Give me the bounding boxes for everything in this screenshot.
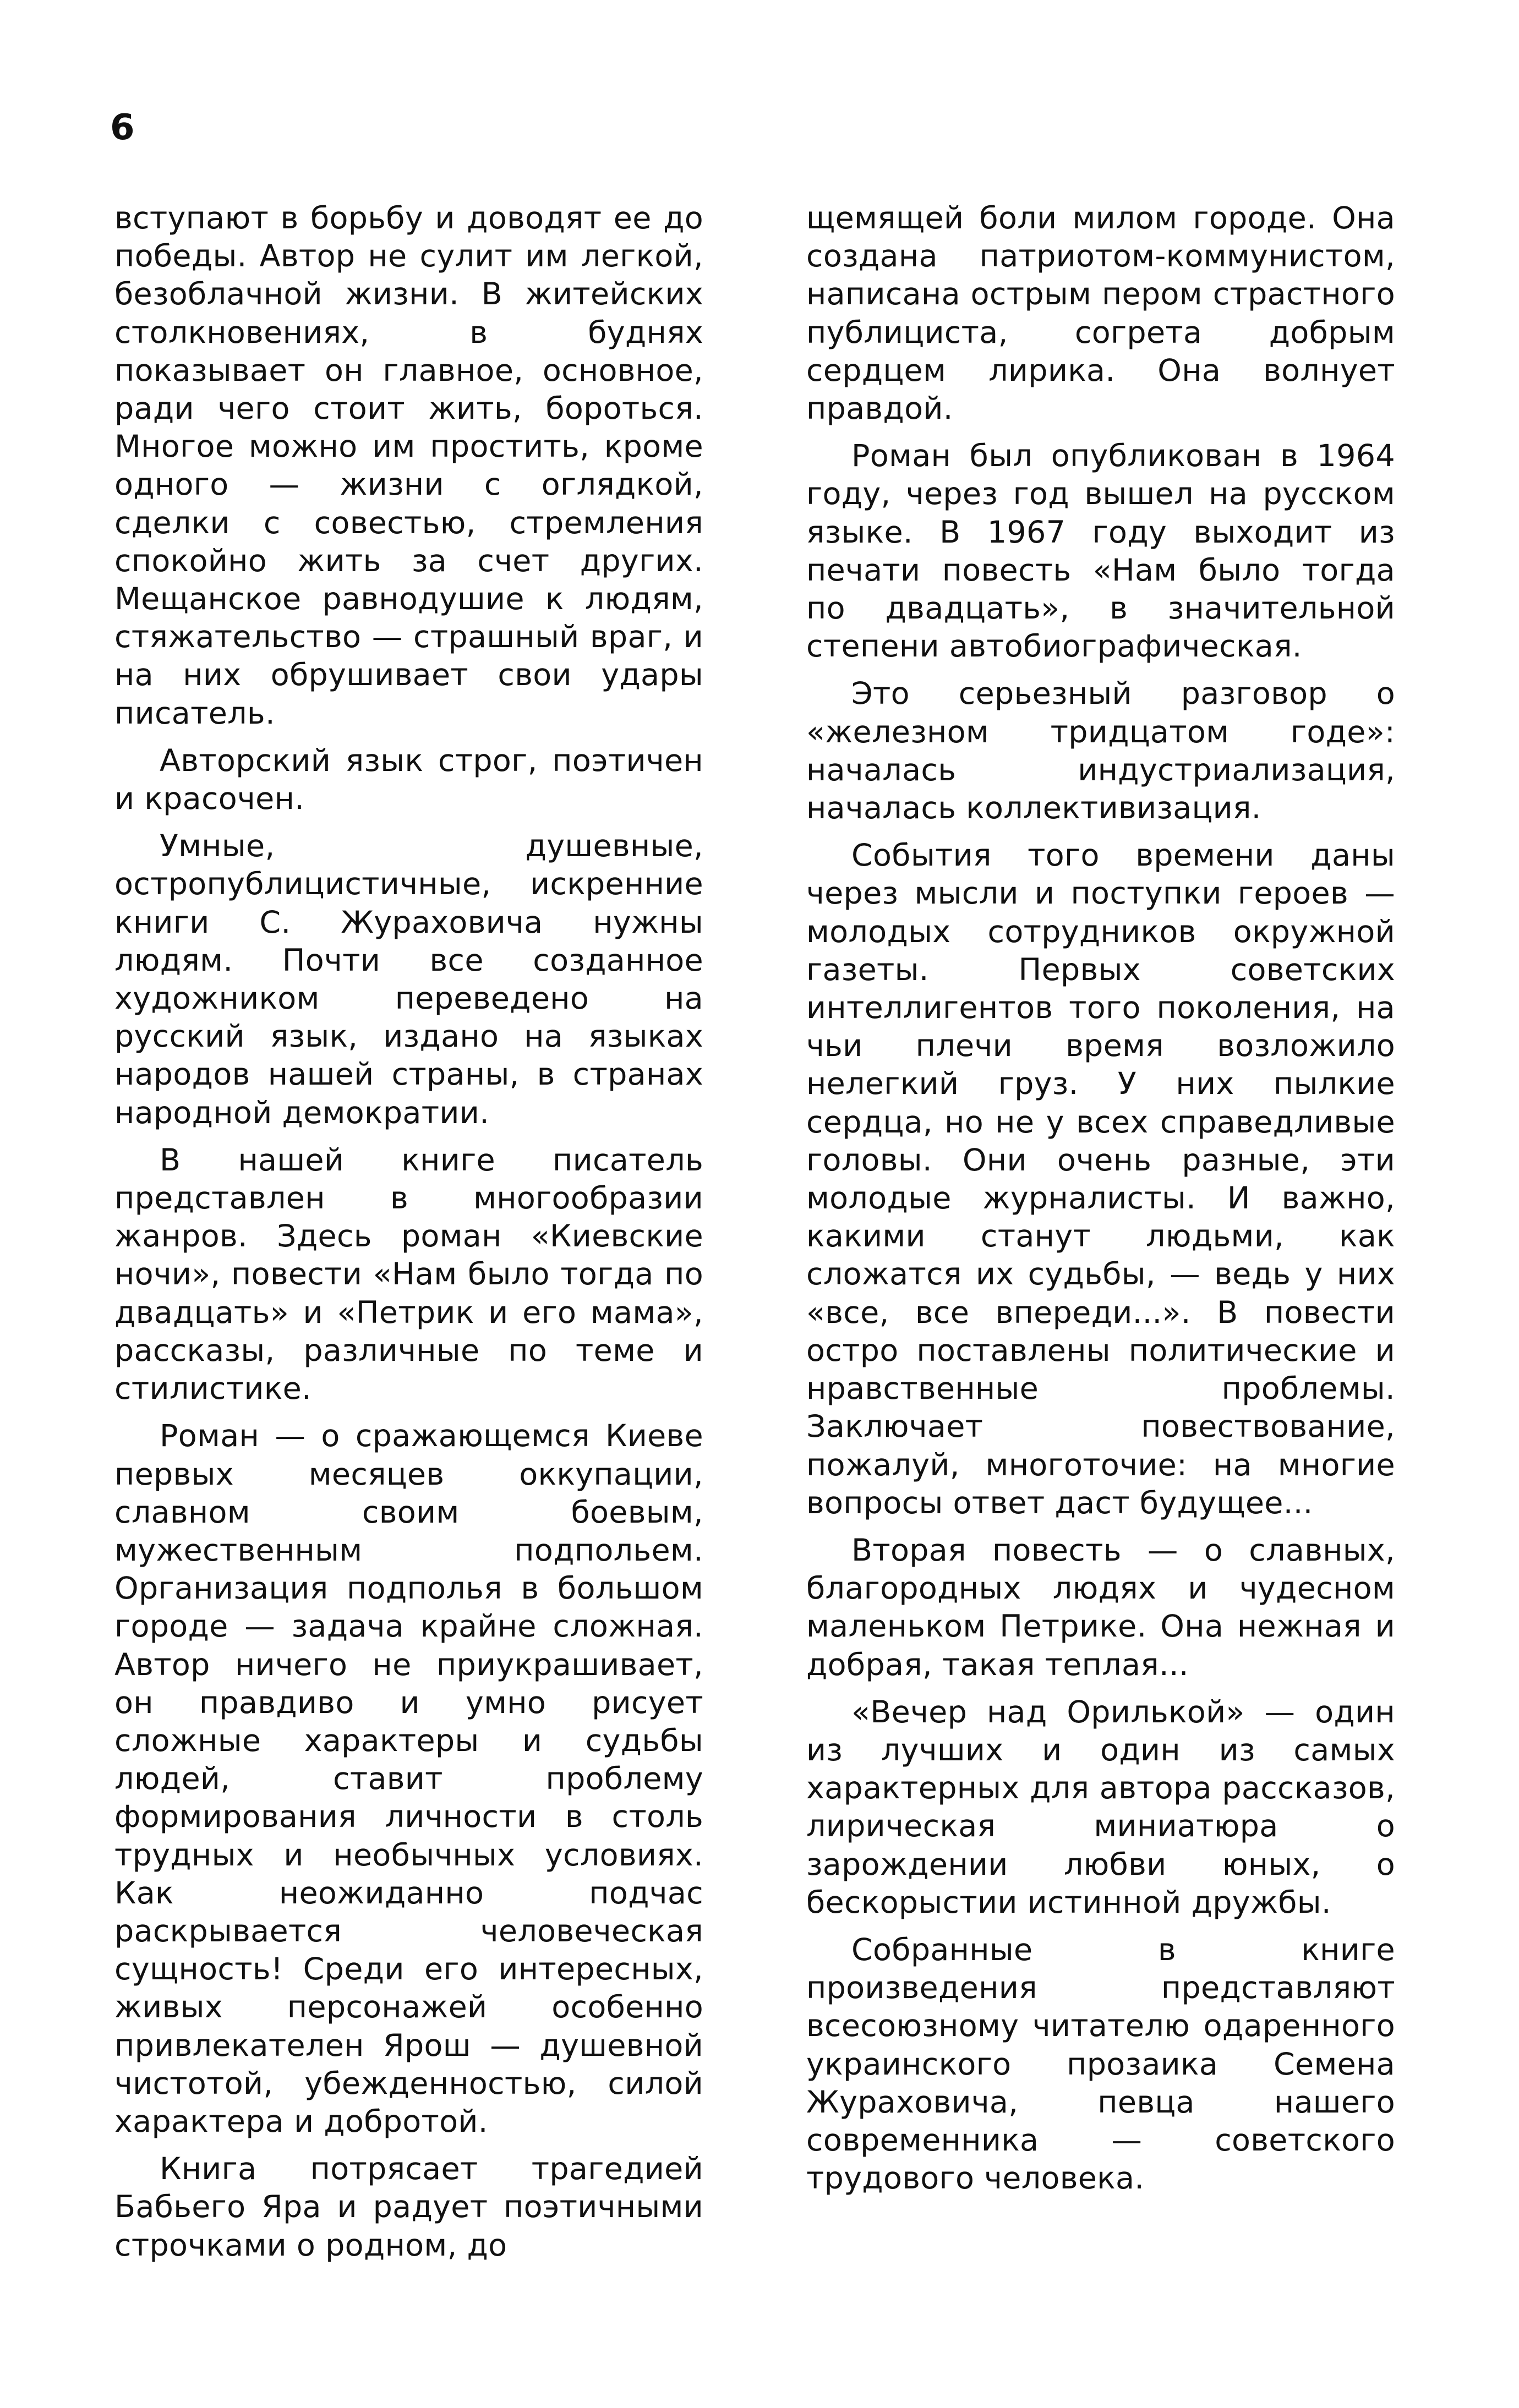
paragraph: Вторая повесть — о славных, благородных людях и чудесном маленьком Петрике. Она нежная и добрая, такая теплая... xyxy=(806,1532,1395,1683)
paragraph: Книга потрясает трагедией Бабьего Яра и радует поэтичными строчками о родном, до xyxy=(114,2151,703,2263)
paragraph: Роман — о сражающемся Киеве первых месяцев оккупации, славном своим боевым, мужественным подпольем. Организация подполья в большом городе — задача крайне сложная. Автор ничего не приукрашивает, он правдиво и умно рисует сложные характеры и судьбы людей, ставит проблему формирования личности в столь трудных и необычных условиях. Как неожиданно подчас раскрывается человеческая сущность! Среди его интересных, живых персонажей особенно привлекателен Ярош — душевной чистотой, убежденностью, силой характера и добротой. xyxy=(114,1418,703,2139)
right-column xyxy=(806,199,1395,2197)
page-number: 6 xyxy=(110,107,135,148)
paragraph: Роман был опубликован в 1964 году, через год вышел на русском языке. В 1967 году выходит из печати повесть «Нам было тогда по двадцать», в значительной степени автобиографическая. xyxy=(806,438,1395,665)
paragraph: Умные, душевные, остропублицистичные, искренние книги С. Жураховича нужны людям. Почти все созданное художником переведено на русский язык, издано на языках народов нашей страны, в странах народной демократии. xyxy=(114,828,703,1131)
paragraph: Авторский язык строг, поэтичен и красочен. xyxy=(114,742,703,817)
paragraph: «Вечер над Орилькой» — один из лучших и один из самых характерных для автора рассказов, лирическая миниатюра о зарождении любви юных, о бескорыстии истинной дружбы. xyxy=(806,1694,1395,1920)
paragraph: События того времени даны через мысли и поступки героев — молодых сотрудников окружной газеты. Первых советских интеллигентов того поколения, на чьи плечи время возложило нелегкий груз. У них пылкие сердца, но не у всех справедливые головы. Они очень разные, эти молодые журналисты. И важно, какими станут людьми, как сложатся их судьбы, — ведь у них «все, все впереди...». В повести остро поставлены политические и нравственные проблемы. Заключает повествование, пожалуй, многоточие: на многие вопросы ответ даст будущее... xyxy=(806,838,1395,1521)
paragraph: вступают в борьбу и доводят ее до победы. Автор не сулит им легкой, безоблачной жизни. В житейских столкновениях, в буднях показывает он главное, основное, ради чего стоит жить, бороться. Многое можно им простить, кроме одного — жизни с оглядкой, сделки с совестью, стремления спокойно жить за счет других. Мещанское равнодушие к людям, стяжательство — страшный враг, и на них обрушивает свои удары писатель. xyxy=(114,200,703,731)
paragraph: В нашей книге писатель представлен в многообразии жанров. Здесь роман «Киевские ночи», повести «Нам было тогда по двадцать» и «Петрик и его мама», рассказы, различные по теме и стилистике. xyxy=(114,1142,703,1407)
paragraph: Собранные в книге произведения представляют всесоюзному читателю одаренного украинского прозаика Семена Жураховича, певца нашего современника — советского трудового человека. xyxy=(806,1931,1395,2197)
paragraph: Это серьезный разговор о «железном тридцатом годе»: началась индустриализация, началась коллективизация. xyxy=(806,676,1395,827)
paragraph: щемящей боли милом городе. Она создана патриотом-коммунистом, написана острым пером страстного публициста, согрета добрым сердцем лирика. Она волнует правдой. xyxy=(806,200,1395,427)
left-column xyxy=(114,199,703,2264)
